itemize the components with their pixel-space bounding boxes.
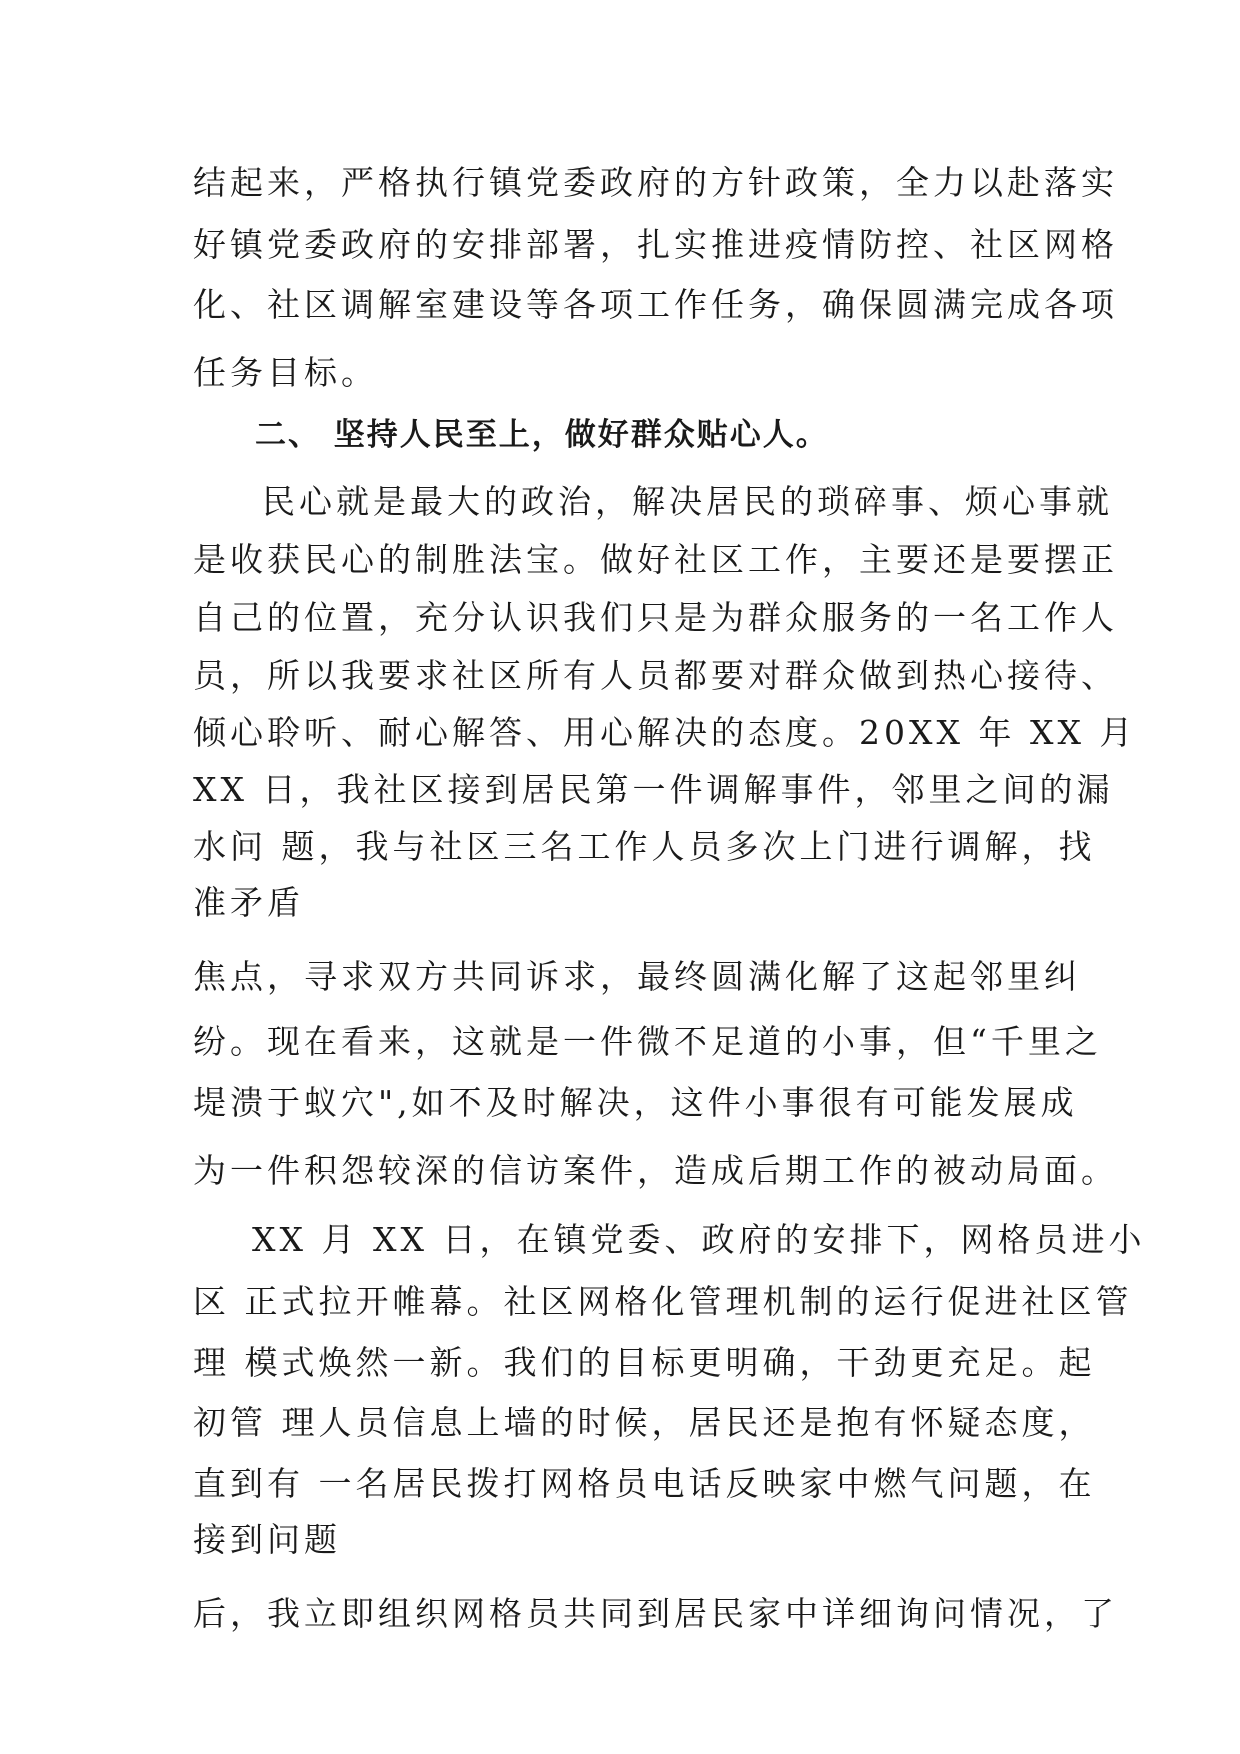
- text-line: 民心就是最大的政治，解决居民的琐碎事、烦心事就: [262, 482, 1113, 521]
- text-line: 接到问题: [193, 1520, 341, 1559]
- text-line: 水问 题，我与社区三名工作人员多次上门进行调解，找: [193, 827, 1096, 866]
- text-line: 焦点，寻求双方共同诉求，最终圆满化解了这起邻里纠: [193, 957, 1081, 996]
- text-line: 后，我立即组织网格员共同到居民家中详细询问情况，了: [193, 1594, 1118, 1633]
- text-line: 堤溃于蚁穴",如不及时解决，这件小事很有可能发展成: [193, 1083, 1078, 1122]
- text-line: XX 月 XX 日，在镇党委、政府的安排下，网格员进小: [252, 1220, 1146, 1259]
- text-line: XX 日，我社区接到居民第一件调解事件，邻里之间的漏: [193, 770, 1114, 809]
- text-line: 为一件积怨较深的信访案件，造成后期工作的被动局面。: [193, 1151, 1118, 1190]
- section-heading: 二、 坚持人民至上，做好群众贴心人。: [255, 417, 829, 453]
- text-line: 自己的位置，充分认识我们只是为群众服务的一名工作人: [193, 598, 1118, 637]
- text-line: 员，所以我要求社区所有人员都要对群众做到热心接待、: [193, 656, 1118, 695]
- text-line: 任务目标。: [193, 353, 378, 392]
- text-line: 是收获民心的制胜法宝。做好社区工作，主要还是要摆正: [193, 540, 1118, 579]
- text-line: 化、社区调解室建设等各项工作任务，确保圆满完成各项: [193, 285, 1118, 324]
- text-line: 理 模式焕然一新。我们的目标更明确，干劲更充足。起: [193, 1343, 1096, 1382]
- text-line: 初管 理人员信息上墙的时候，居民还是抱有怀疑态度，: [193, 1403, 1096, 1442]
- text-line: 结起来，严格执行镇党委政府的方针政策，全力以赴落实: [193, 163, 1118, 202]
- text-line: 准矛盾: [193, 883, 304, 922]
- text-line: 区 正式拉开帷幕。社区网格化管理机制的运行促进社区管: [193, 1282, 1133, 1321]
- text-line: 纷。现在看来，这就是一件微不足道的小事，但“千里之: [193, 1022, 1102, 1061]
- text-line: 直到有 一名居民拨打网格员电话反映家中燃气问题，在: [193, 1464, 1096, 1503]
- text-line: 好镇党委政府的安排部署，扎实推进疫情防控、社区网格: [193, 225, 1118, 264]
- text-line: 倾心聆听、耐心解答、用心解决的态度。20XX 年 XX 月: [193, 713, 1137, 752]
